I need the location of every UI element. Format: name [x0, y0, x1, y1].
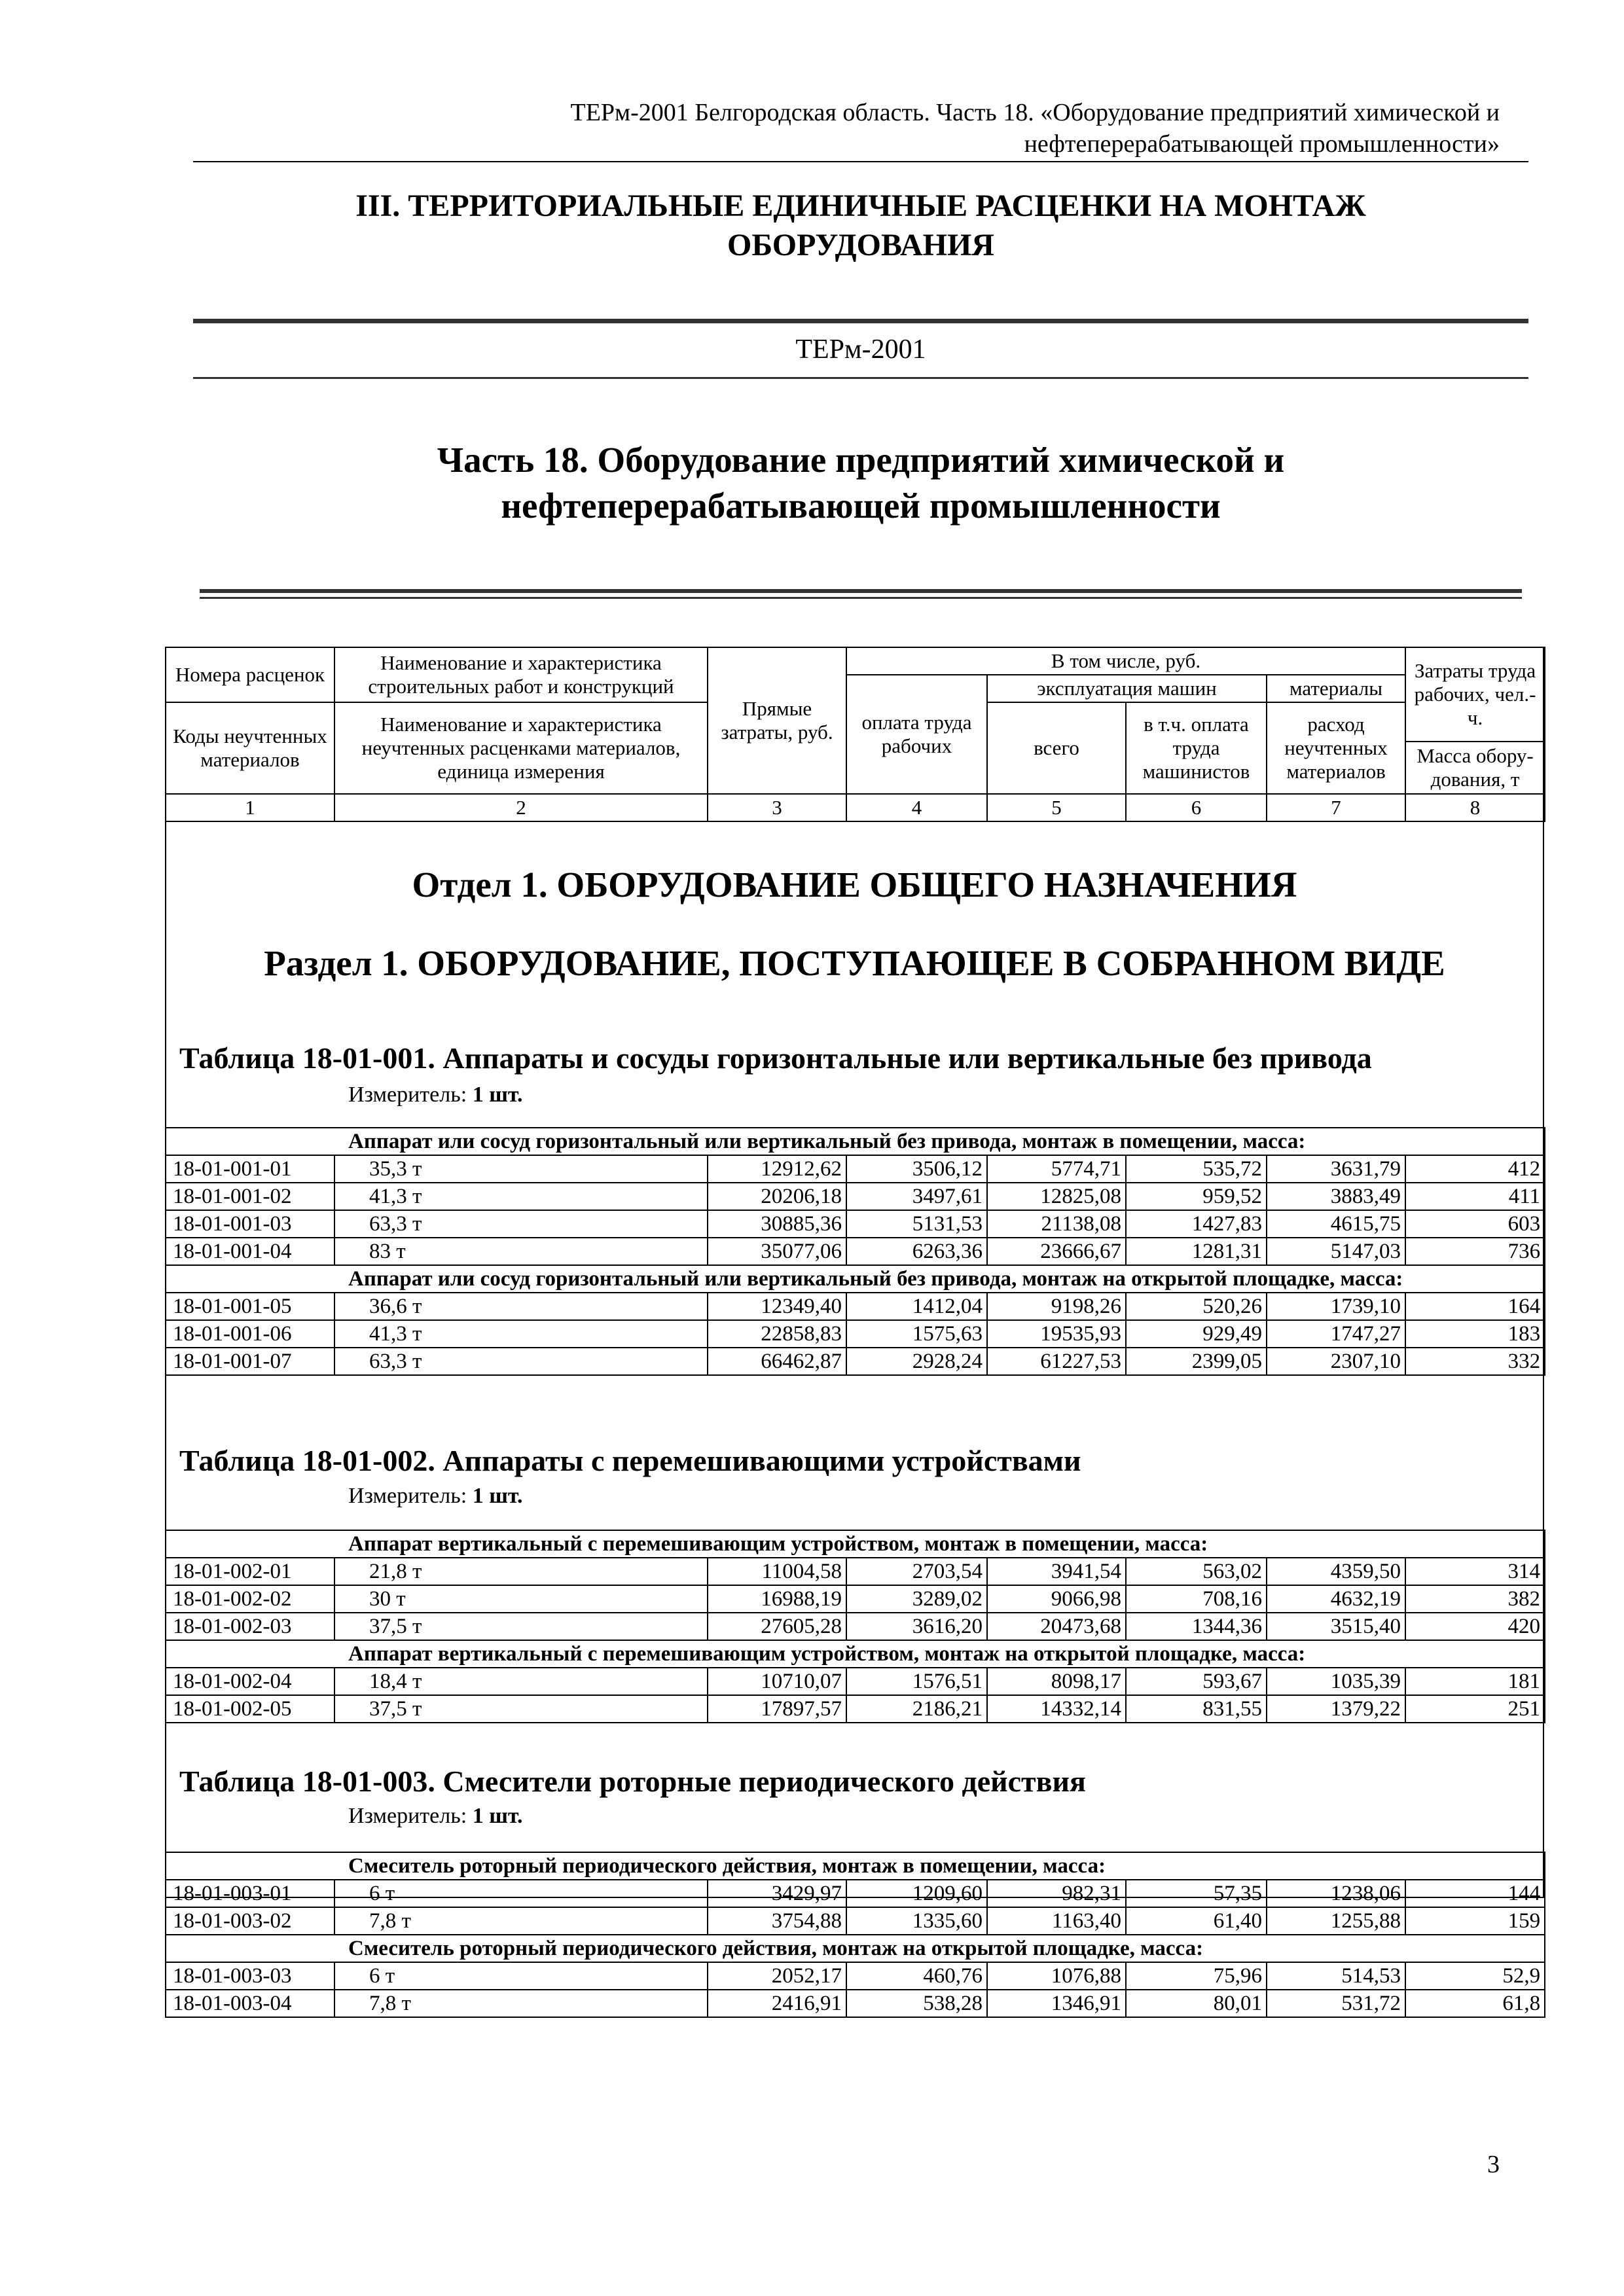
materials-cost-cell: 3515,40 [1267, 1613, 1405, 1640]
machines-total-cell: 9066,98 [987, 1585, 1126, 1613]
rate-code-cell: 18-01-001-06 [166, 1320, 334, 1348]
table-title: Таблица 18-01-003. Смесители роторные периодического действия [179, 1765, 1086, 1798]
item-mass-cell: 63,3 т [334, 1210, 708, 1238]
worker-pay-cell: 460,76 [846, 1962, 987, 1990]
rate-code-cell: 18-01-001-04 [166, 1238, 334, 1265]
operator-pay-cell: 1344,36 [1126, 1613, 1267, 1640]
header-col-number: 1 [166, 794, 334, 821]
section-title-line-2: ОБОРУДОВАНИЯ [727, 228, 994, 262]
part-title-line-1: Часть 18. Оборудование предприятий химической и [437, 440, 1285, 480]
operator-pay-cell: 708,16 [1126, 1585, 1267, 1613]
item-mass-cell: 83 т [334, 1238, 708, 1265]
table-row [166, 1293, 1545, 1320]
header-col-number: 4 [846, 794, 987, 821]
header-col-number: 7 [1267, 794, 1405, 821]
page-number: 3 [1487, 2151, 1500, 2178]
machines-total-cell: 5774,71 [987, 1155, 1126, 1183]
operator-pay-cell: 520,26 [1126, 1293, 1267, 1320]
item-mass-cell: 35,3 т [334, 1155, 708, 1183]
part-title-line-2: нефтеперерабатывающей промышленности [501, 486, 1221, 526]
table-row [166, 1880, 1545, 1907]
worker-pay-cell: 2928,24 [846, 1348, 987, 1375]
item-mass-cell: 21,8 т [334, 1558, 708, 1585]
rates-data-table [165, 1852, 1545, 2018]
rates-table [165, 647, 1544, 2015]
rate-code-cell: 18-01-003-01 [166, 1880, 334, 1907]
materials-cost-cell: 1379,22 [1267, 1695, 1405, 1723]
table-row [166, 1238, 1545, 1265]
materials-cost-cell: 1739,10 [1267, 1293, 1405, 1320]
table-row [166, 1210, 1545, 1238]
operator-pay-cell: 831,55 [1126, 1695, 1267, 1723]
header-work-name: Наименование и характеристика строительных работ и конструкций [334, 647, 708, 702]
rate-code-cell: 18-01-001-03 [166, 1210, 334, 1238]
rate-code-cell: 18-01-002-03 [166, 1613, 334, 1640]
group-row [166, 1852, 1545, 1880]
labor-hours-cell: 382 [1405, 1585, 1545, 1613]
group-row [166, 1640, 1545, 1668]
group-label: Аппарат вертикальный с перемешивающим устройством, монтаж в помещении, масса: [166, 1530, 1545, 1558]
direct-costs-cell: 16988,19 [708, 1585, 846, 1613]
table-row [166, 1183, 1545, 1210]
rate-code-cell: 18-01-002-04 [166, 1668, 334, 1695]
labor-hours-cell: 420 [1405, 1613, 1545, 1640]
header-material-names: Наименование и характеристика неучтенных расценками материалов, единица измерения [334, 702, 708, 794]
direct-costs-cell: 30885,36 [708, 1210, 846, 1238]
header-col-number: 6 [1126, 794, 1267, 821]
direct-costs-cell: 17897,57 [708, 1695, 846, 1723]
item-mass-cell: 7,8 т [334, 1907, 708, 1935]
direct-costs-cell: 22858,83 [708, 1320, 846, 1348]
direct-costs-cell: 11004,58 [708, 1558, 846, 1585]
item-mass-cell: 63,3 т [334, 1348, 708, 1375]
item-mass-cell: 37,5 т [334, 1613, 708, 1640]
header-col-number: 5 [987, 794, 1126, 821]
operator-pay-cell: 80,01 [1126, 1990, 1267, 2017]
direct-costs-cell: 20206,18 [708, 1183, 846, 1210]
machines-total-cell: 12825,08 [987, 1183, 1126, 1210]
item-mass-cell: 18,4 т [334, 1668, 708, 1695]
header-machines: эксплуатация машин [987, 675, 1267, 702]
worker-pay-cell: 2703,54 [846, 1558, 987, 1585]
worker-pay-cell: 3506,12 [846, 1155, 987, 1183]
unit-value: 1 шт. [472, 1083, 523, 1107]
rate-code-cell: 18-01-001-05 [166, 1293, 334, 1320]
labor-hours-cell: 181 [1405, 1668, 1545, 1695]
labor-hours-cell: 412 [1405, 1155, 1545, 1183]
item-mass-cell: 30 т [334, 1585, 708, 1613]
operator-pay-cell: 929,49 [1126, 1320, 1267, 1348]
materials-cost-cell: 4615,75 [1267, 1210, 1405, 1238]
item-mass-cell: 7,8 т [334, 1990, 708, 2017]
direct-costs-cell: 2052,17 [708, 1962, 846, 1990]
operator-pay-cell: 75,96 [1126, 1962, 1267, 1990]
table-row [166, 1990, 1545, 2017]
materials-cost-cell: 4632,19 [1267, 1585, 1405, 1613]
labor-hours-cell: 52,9 [1405, 1962, 1545, 1990]
section-heading: Раздел 1. ОБОРУДОВАНИЕ, ПОСТУПАЮЩЕЕ В СОБРАННОМ ВИДЕ [264, 943, 1445, 983]
machines-total-cell: 61227,53 [987, 1348, 1126, 1375]
worker-pay-cell: 3616,20 [846, 1613, 987, 1640]
materials-cost-cell: 1255,88 [1267, 1907, 1405, 1935]
worker-pay-cell: 1209,60 [846, 1880, 987, 1907]
unit-of-measure [348, 1083, 523, 1107]
labor-hours-cell: 61,8 [1405, 1990, 1545, 2017]
rate-code-cell: 18-01-002-05 [166, 1695, 334, 1723]
rates-data-table [165, 1127, 1545, 1376]
worker-pay-cell: 3497,61 [846, 1183, 987, 1210]
materials-cost-cell: 2307,10 [1267, 1348, 1405, 1375]
table-title: Таблица 18-01-002. Аппараты с перемешивающими устройствами [179, 1444, 1081, 1477]
table-header [165, 647, 1545, 822]
materials-cost-cell: 1747,27 [1267, 1320, 1405, 1348]
machines-total-cell: 9198,26 [987, 1293, 1126, 1320]
worker-pay-cell: 538,28 [846, 1990, 987, 2017]
header-labor-costs: Затраты труда рабочих, чел.-ч. [1405, 647, 1545, 742]
group-label: Аппарат или сосуд горизонтальный или вертикальный без привода, монтаж в помещении, масса: [166, 1128, 1545, 1155]
materials-cost-cell: 531,72 [1267, 1990, 1405, 2017]
operator-pay-cell: 57,35 [1126, 1880, 1267, 1907]
operator-pay-cell: 1281,31 [1126, 1238, 1267, 1265]
unit-label: Измеритель: [348, 1083, 467, 1107]
direct-costs-cell: 27605,28 [708, 1613, 846, 1640]
header-materials-usage: расход неучтенных материалов [1267, 702, 1405, 794]
machines-total-cell: 8098,17 [987, 1668, 1126, 1695]
operator-pay-cell: 563,02 [1126, 1558, 1267, 1585]
header-including: В том числе, руб. [846, 647, 1405, 675]
double-rule [200, 589, 1522, 599]
materials-cost-cell: 4359,50 [1267, 1558, 1405, 1585]
worker-pay-cell: 1576,51 [846, 1668, 987, 1695]
section-title-line-1: III. ТЕРРИТОРИАЛЬНЫЕ ЕДИНИЧНЫЕ РАСЦЕНКИ НА МОНТАЖ [355, 188, 1366, 223]
machines-total-cell: 21138,08 [987, 1210, 1126, 1238]
direct-costs-cell: 12349,40 [708, 1293, 846, 1320]
group-row [166, 1935, 1545, 1962]
header-operator-pay: в т.ч. оплата труда машинистов [1126, 702, 1267, 794]
labor-hours-cell: 332 [1405, 1348, 1545, 1375]
header-machines-total: всего [987, 702, 1126, 794]
worker-pay-cell: 1335,60 [846, 1907, 987, 1935]
header-col-number: 3 [708, 794, 846, 821]
machines-total-cell: 982,31 [987, 1880, 1126, 1907]
machines-total-cell: 23666,67 [987, 1238, 1126, 1265]
rate-code-cell: 18-01-003-02 [166, 1907, 334, 1935]
running-header-line-2: нефтеперерабатывающей промышленности» [1024, 130, 1500, 158]
unit-label: Измеритель: [348, 1484, 467, 1508]
operator-pay-cell: 2399,05 [1126, 1348, 1267, 1375]
item-mass-cell: 41,3 т [334, 1183, 708, 1210]
group-row [166, 1128, 1545, 1155]
group-label: Аппарат или сосуд горизонтальный или вертикальный без привода, монтаж на открытой площадке, масса: [166, 1265, 1545, 1293]
materials-cost-cell: 3631,79 [1267, 1155, 1405, 1183]
machines-total-cell: 1346,91 [987, 1990, 1126, 2017]
section-title [193, 187, 1528, 265]
running-header [256, 97, 1500, 160]
item-mass-cell: 6 т [334, 1880, 708, 1907]
labor-hours-cell: 411 [1405, 1183, 1545, 1210]
table-row [166, 1962, 1545, 1990]
worker-pay-cell: 2186,21 [846, 1695, 987, 1723]
worker-pay-cell: 6263,36 [846, 1238, 987, 1265]
machines-total-cell: 19535,93 [987, 1320, 1126, 1348]
labor-hours-cell: 144 [1405, 1880, 1545, 1907]
rate-code-cell: 18-01-001-07 [166, 1348, 334, 1375]
table-row [166, 1613, 1545, 1640]
materials-cost-cell: 5147,03 [1267, 1238, 1405, 1265]
table-row [166, 1155, 1545, 1183]
operator-pay-cell: 1427,83 [1126, 1210, 1267, 1238]
division-title: Отдел 1. ОБОРУДОВАНИЕ ОБЩЕГО НАЗНАЧЕНИЯ [412, 865, 1297, 905]
direct-costs-cell: 10710,07 [708, 1668, 846, 1695]
table-row [166, 1585, 1545, 1613]
machines-total-cell: 20473,68 [987, 1613, 1126, 1640]
labor-hours-cell: 164 [1405, 1293, 1545, 1320]
machines-total-cell: 3941,54 [987, 1558, 1126, 1585]
header-material-codes: Коды неучтенных материалов [166, 702, 334, 794]
group-label: Смеситель роторный периодического действия, монтаж на открытой площадке, масса: [166, 1935, 1545, 1962]
item-mass-cell: 41,3 т [334, 1320, 708, 1348]
labor-hours-cell: 159 [1405, 1907, 1545, 1935]
item-mass-cell: 37,5 т [334, 1695, 708, 1723]
operator-pay-cell: 959,52 [1126, 1183, 1267, 1210]
header-materials: материалы [1267, 675, 1405, 702]
header-direct-costs: Прямые затраты, руб. [708, 647, 846, 794]
part-title [193, 437, 1528, 529]
rate-code-cell: 18-01-001-02 [166, 1183, 334, 1210]
rate-code-cell: 18-01-002-02 [166, 1585, 334, 1613]
machines-total-cell: 1163,40 [987, 1907, 1126, 1935]
direct-costs-cell: 66462,87 [708, 1348, 846, 1375]
band-title: ТЕРм-2001 [795, 334, 926, 365]
worker-pay-cell: 1412,04 [846, 1293, 987, 1320]
materials-cost-cell: 514,53 [1267, 1962, 1405, 1990]
direct-costs-cell: 12912,62 [708, 1155, 846, 1183]
header-col-number: 2 [334, 794, 708, 821]
header-rule [193, 161, 1528, 162]
running-header-line-1: ТЕРм-2001 Белгородская область. Часть 18. «Оборудование предприятий химической и [570, 99, 1500, 126]
direct-costs-cell: 2416,91 [708, 1990, 846, 2017]
labor-hours-cell: 736 [1405, 1238, 1545, 1265]
table-row [166, 1668, 1545, 1695]
header-worker-pay: оплата труда рабочих [846, 675, 987, 794]
table-row [166, 1907, 1545, 1935]
operator-pay-cell: 593,67 [1126, 1668, 1267, 1695]
table-row [166, 1695, 1545, 1723]
operator-pay-cell: 535,72 [1126, 1155, 1267, 1183]
table-row [166, 1558, 1545, 1585]
header-rate-numbers: Номера расценок [166, 647, 334, 702]
materials-cost-cell: 3883,49 [1267, 1183, 1405, 1210]
labor-hours-cell: 603 [1405, 1210, 1545, 1238]
group-label: Смеситель роторный периодического действия, монтаж в помещении, масса: [166, 1852, 1545, 1880]
title-band [193, 319, 1528, 379]
unit-of-measure [348, 1484, 523, 1509]
materials-cost-cell: 1238,06 [1267, 1880, 1405, 1907]
group-row [166, 1530, 1545, 1558]
worker-pay-cell: 3289,02 [846, 1585, 987, 1613]
unit-label: Измеритель: [348, 1804, 467, 1828]
rates-data-table [165, 1530, 1545, 1723]
item-mass-cell: 36,6 т [334, 1293, 708, 1320]
rate-code-cell: 18-01-001-01 [166, 1155, 334, 1183]
rate-code-cell: 18-01-003-03 [166, 1962, 334, 1990]
labor-hours-cell: 183 [1405, 1320, 1545, 1348]
labor-hours-cell: 251 [1405, 1695, 1545, 1723]
direct-costs-cell: 35077,06 [708, 1238, 846, 1265]
header-col-number: 8 [1405, 794, 1545, 821]
item-mass-cell: 6 т [334, 1962, 708, 1990]
worker-pay-cell: 1575,63 [846, 1320, 987, 1348]
rate-code-cell: 18-01-003-04 [166, 1990, 334, 2017]
group-row [166, 1265, 1545, 1293]
machines-total-cell: 1076,88 [987, 1962, 1126, 1990]
machines-total-cell: 14332,14 [987, 1695, 1126, 1723]
direct-costs-cell: 3429,97 [708, 1880, 846, 1907]
table-row [166, 1320, 1545, 1348]
operator-pay-cell: 61,40 [1126, 1907, 1267, 1935]
labor-hours-cell: 314 [1405, 1558, 1545, 1585]
group-label: Аппарат вертикальный с перемешивающим устройством, монтаж на открытой площадке, масса: [166, 1640, 1545, 1668]
table-row [166, 1348, 1545, 1375]
unit-value: 1 шт. [472, 1484, 523, 1508]
header-equipment-mass: Масса обору-дования, т [1405, 742, 1545, 794]
worker-pay-cell: 5131,53 [846, 1210, 987, 1238]
direct-costs-cell: 3754,88 [708, 1907, 846, 1935]
materials-cost-cell: 1035,39 [1267, 1668, 1405, 1695]
table-title: Таблица 18-01-001. Аппараты и сосуды горизонтальные или вертикальные без привода [179, 1041, 1372, 1075]
unit-value: 1 шт. [472, 1804, 523, 1828]
unit-of-measure [348, 1804, 523, 1829]
rate-code-cell: 18-01-002-01 [166, 1558, 334, 1585]
